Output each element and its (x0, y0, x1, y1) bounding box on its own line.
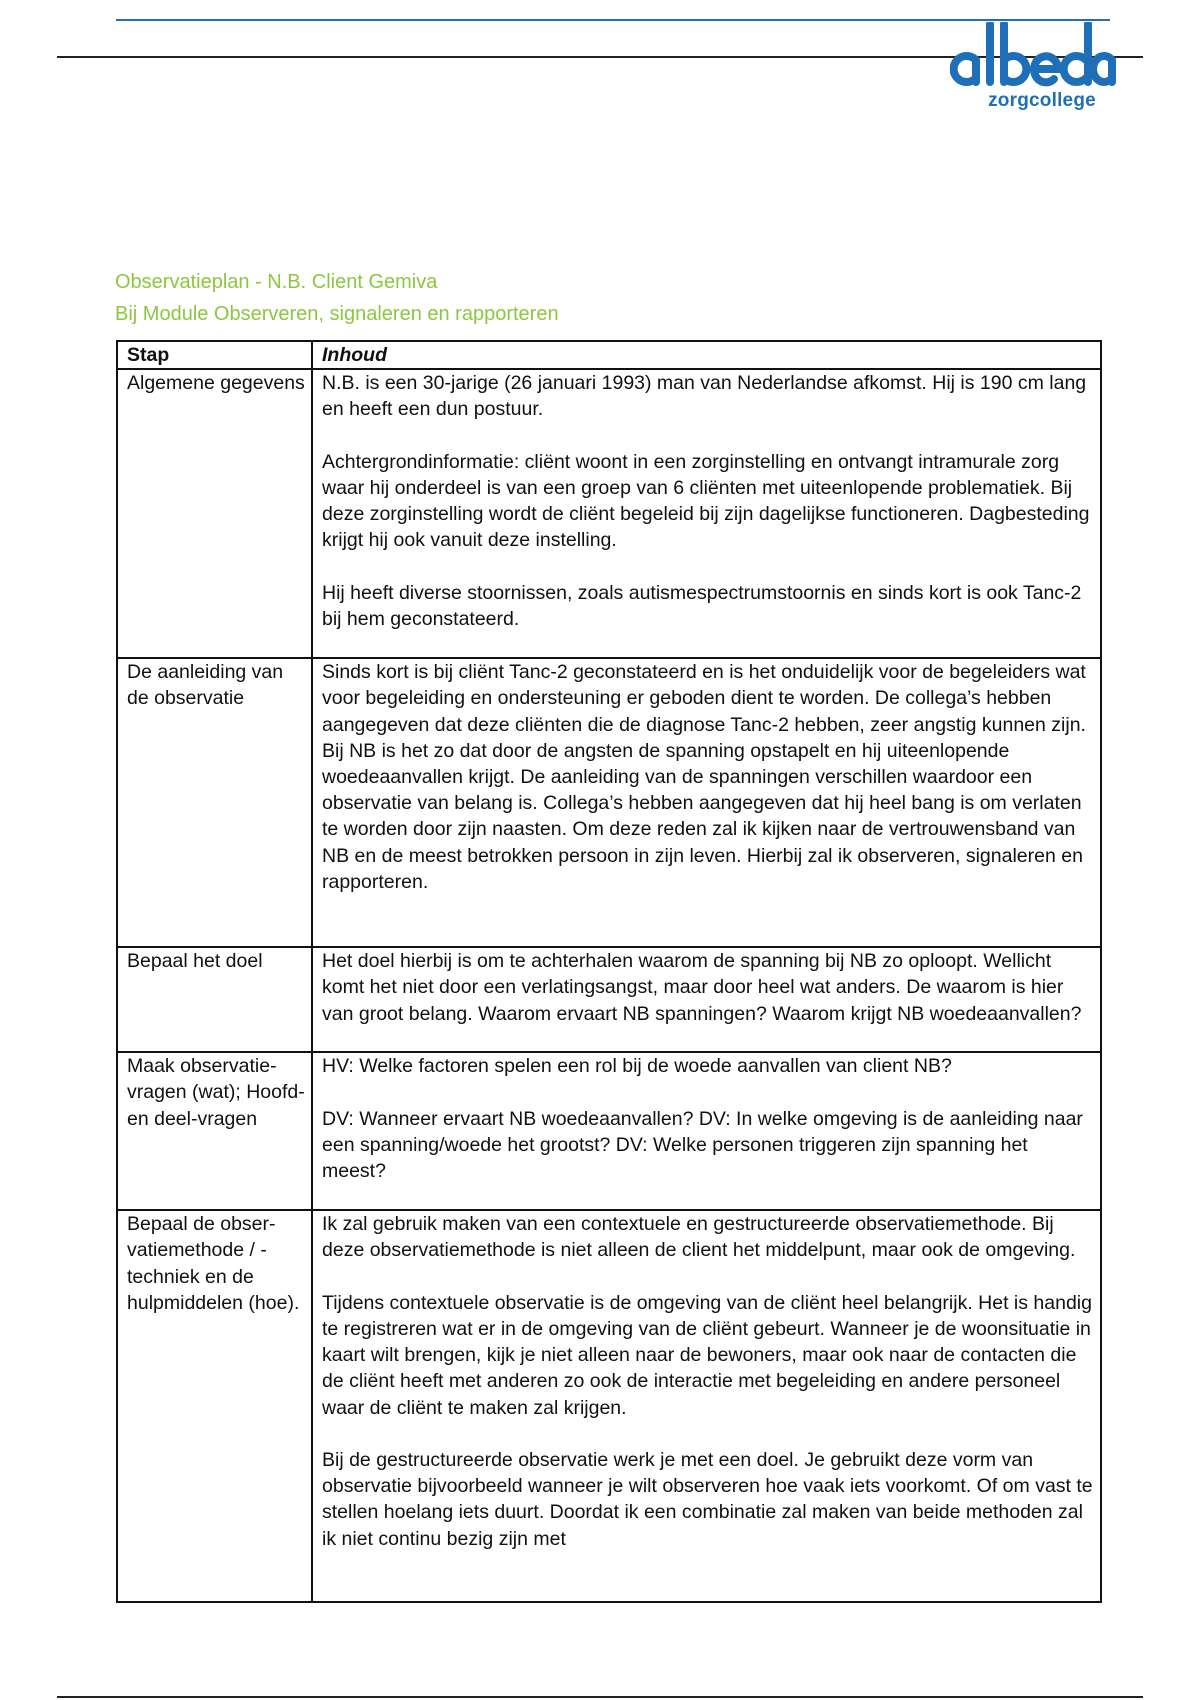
content-paragraph: Sinds kort is bij cliënt Tanc-2 geconstateerd en is het onduidelijk voor de begeleiders wat voor begeleiding en ondersteuning er geboden dient te worden. De collega’s hebben aangegeven dat deze cliënten die de diagnose Tanc-2 hebben, zeer angstig kunnen zijn. Bij NB is het zo dat door de angsten de spanning opstapelt en hij uiteenlopende woedeaanvallen krijgt. De aanleiding van de spanningen verschillen waardoor een observatie van belang is. Collega’s hebben aangegeven dat hij heel bang is om verlaten te worden door zijn naasten. Om deze reden zal ik kijken naar de vertrouwensband van NB en de meest betrokken persoon in zijn leven. Hierbij zal ik observeren, signaleren en rapporteren. (322, 661, 1086, 893)
content-paragraph: N.B. is een 30-jarige (26 januari 1993) man van Nederlandse afkomst. Hij is 190 cm lang en heeft een dun postuur. (322, 372, 1087, 421)
step-cell: Maak observatie-vragen (wat); Hoofd- en deel-vragen (117, 1052, 312, 1210)
content-paragraph: Bij de gestructureerde observatie werk je met een doel. Je gebruikt deze vorm van observatie bijvoorbeeld wanneer je wilt observeren hoe vaak iets voorkomt. Of om vast te stellen hoelang iets duurt. Doordat ik een combinatie zal maken van beide methoden zal ik niet continu bezig zijn met (322, 1449, 1093, 1550)
column-header-content: Inhoud (312, 341, 1101, 369)
column-header-step: Stap (117, 341, 312, 369)
footer-rule (57, 1696, 1143, 1698)
table-header-row (117, 341, 1101, 369)
table-row (117, 658, 1101, 947)
content-paragraph: Achtergrondinformatie: cliënt woont in een zorginstelling en ontvangt intramurale zorg waar hij onderdeel is van een groep van 6 cliënten met uiteenlopende problematiek. Bij deze zorginstelling wordt de cliënt begeleid bij zijn dagelijkse functioneren. Dagbesteding krijgt hij ook vanuit deze instelling. (322, 450, 1090, 552)
table-row (117, 1052, 1101, 1210)
step-cell: Bepaal de obser-vatiemethode / -techniek en de hulpmiddelen (hoe). (117, 1210, 312, 1602)
albeda-logo (950, 22, 1120, 118)
content-paragraph: DV: Wanneer ervaart NB woedeaanvallen? DV: In welke omgeving is de aanleiding naar een spanning/woede het grootst? DV: Welke personen triggeren zijn spanning het meest? (322, 1107, 1083, 1182)
document-subtitle: Bij Module Observeren, signaleren en rapporteren (115, 303, 559, 325)
content-paragraph: Ik zal gebruik maken van een contextuele en gestructureerde observatiemethode. Bij deze observatiemethode is niet alleen de client het middelpunt, maar ook de omgeving. (322, 1213, 1076, 1262)
document-title: Observatieplan - N.B. Client Gemiva (115, 271, 438, 293)
content-cell (312, 369, 1101, 658)
table-row (117, 1210, 1101, 1602)
header-blue-rule (116, 19, 1110, 21)
content-cell (312, 658, 1101, 947)
step-cell: Bepaal het doel (117, 947, 312, 1052)
table-row (117, 947, 1101, 1052)
content-cell (312, 947, 1101, 1052)
content-cell (312, 1210, 1101, 1602)
content-cell (312, 1052, 1101, 1210)
step-cell: Algemene gegevens (117, 369, 312, 658)
content-paragraph: Het doel hierbij is om te achterhalen waarom de spanning bij NB zo oploopt. Wellicht komt het niet door een verlatingsangst, maar door heel wat anders. De waarom is hier van groot belang. Waarom ervaart NB spanningen? Waarom krijgt NB woedeaanvallen? (322, 950, 1082, 1025)
step-cell: De aanleiding van de observatie (117, 658, 312, 947)
content-paragraph: HV: Welke factoren spelen een rol bij de woede aanvallen van client NB? (322, 1055, 952, 1078)
logo-subtitle: zorgcollege (988, 90, 1096, 111)
albeda-wordmark-icon (950, 22, 1120, 88)
content-paragraph: Tijdens contextuele observatie is de omgeving van de cliënt heel belangrijk. Het is handig te registreren wat er in de omgeving van de cliënt gebeurt. Wanneer je de woonsituatie in kaart wilt brengen, kijk je niet alleen naar de bewoners, maar ook naar de contacten die de cliënt heeft met anderen zo ook de interactie met begeleiding en andere personeel waar de cliënt te maken zal krijgen. (322, 1291, 1092, 1419)
table-row (117, 369, 1101, 658)
content-paragraph: Hij heeft diverse stoornissen, zoals autismespectrumstoornis en sinds kort is ook Tanc-2 bij hem geconstateerd. (322, 581, 1082, 630)
observation-plan-table (116, 340, 1102, 1603)
